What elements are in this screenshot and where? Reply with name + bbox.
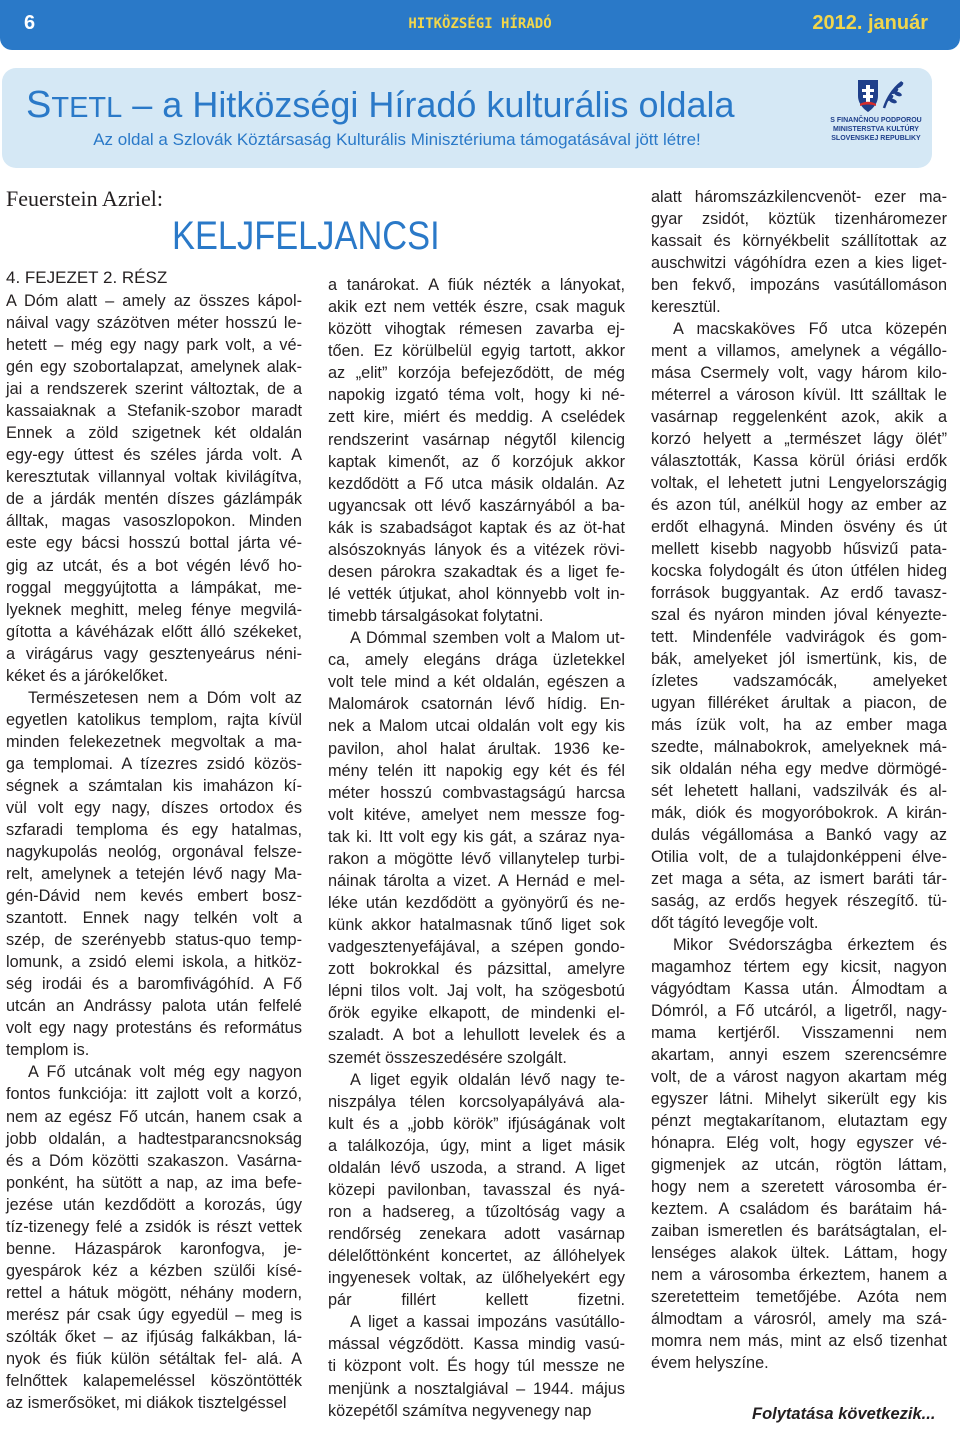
text-line: rettel a hátuk mögött, néhány modern,	[6, 1283, 302, 1302]
text-line: ponként, ha sütött a nap, az ima befe-	[6, 1173, 302, 1192]
text-line: méter hosszú combvastagságú harcsa	[328, 783, 625, 802]
text-line: A macskaköves Fő utca közepén	[673, 320, 947, 338]
text-line: A Dómmal szemben volt a Malom ut-	[350, 629, 625, 648]
text-line: oldalán lévő uszoda, a strand. A liget	[328, 1158, 625, 1177]
text-line: választották, Kassa körül óriási erdők	[651, 452, 947, 470]
text-line: a tanárokat. A fiúk nézték a lányokat,	[328, 276, 625, 294]
text-line: az ismerősöket, mi diákok tisztelgéssel	[6, 1394, 287, 1412]
text-line: és azon túl, anélkül hogy az ember az	[651, 496, 947, 514]
title-rest: – a Hitközségi Híradó kulturális oldala	[122, 84, 735, 125]
logo-text-line: MINISTERSTVA KULTÚRY	[833, 126, 919, 133]
section-title	[26, 84, 786, 127]
text-line: nek a Malom utcai oldalán volt egy kis	[328, 717, 625, 736]
text-line: de a járdák mentén díszes gázlámpák	[6, 490, 302, 509]
text-line: alatt háromszázkilencvenöt- ezer ma-	[651, 188, 947, 206]
text-line: délelőttönként koncertet, az állóhelyek	[328, 1247, 625, 1266]
text-line: volt egy nagy protestáns és református	[6, 1019, 302, 1038]
text-line: lenséges alakok ültek. Láttam, hogy	[651, 1244, 947, 1262]
text-line: mással végződött. Kassa mindig vasú-	[328, 1335, 625, 1354]
text-line: rakon a mögötte lévő villanytelep turbi-	[328, 849, 625, 868]
text-line: pár fillért kellett fizetni.	[328, 1291, 625, 1310]
publication-name: HITKÖZSÉGI HÍRADÓ	[408, 16, 552, 32]
text-line: más ízük volt, ha az ember maga	[651, 716, 947, 734]
text-line: keresztutak villannyal voltak kivilágítva,	[6, 468, 302, 487]
text-line: vasárnap reggelenként azok, akik a	[651, 408, 947, 426]
chapter-label: 4. FEJEZET 2. RÉSZ	[6, 268, 168, 287]
text-line: egyszer látni. Mihelyt sikerült egy kis	[651, 1090, 947, 1108]
text-line: az „elit” korzója befejeződött, de még	[328, 364, 625, 383]
text-line: tíz-tizenegy felé a zsidók is részt vettek	[6, 1217, 302, 1236]
text-line: ség irodái és a baromfivágóhíd. A Fő	[6, 975, 302, 994]
text-line: gén egy szobortalapzat, amelynek alak-	[6, 358, 302, 377]
text-line: nagykupolás neológ, orgonával felsze-	[6, 843, 302, 861]
text-line: források buggyantak. Az erdő tavasz-	[651, 584, 947, 602]
text-line: kocska folydogált és úton útfélen hideg	[651, 562, 947, 580]
text-line: dulás végállomása a Bankó vagy az	[651, 826, 947, 844]
ministry-logo	[828, 76, 924, 162]
title-initial: S	[26, 84, 52, 126]
text-line: menjünk a nosztalgiával – 1944. május	[328, 1379, 625, 1398]
page-header-bar	[0, 0, 960, 50]
text-line: Ennek a zöld szigetnek két oldalán	[6, 424, 302, 443]
text-line: közepétől számítva negyvenegy nap	[328, 1401, 592, 1420]
continued-note: Folytatása következik...	[752, 1405, 936, 1423]
text-line: ment a villamos, amelynek a végállo-	[651, 342, 947, 360]
text-line: kassaiaknak a Stefanik-szobor maradt	[6, 402, 302, 421]
text-line: keresztül.	[651, 298, 721, 316]
text-line: szólták őket – az ifjúság falkákban, lá-	[6, 1327, 302, 1346]
text-line: álmodtam a városról, amely ma szá-	[651, 1310, 947, 1328]
text-line: tően. Ez körülbelül egyig tartott, akkor	[328, 342, 625, 361]
text-line: szeretetteim temetőjébe. Azóta nem	[651, 1288, 947, 1306]
text-line: kult és a „jobb körök” ifjúságának volt	[328, 1114, 625, 1133]
text-line: a virágárus vagy gesztenyeárus néni-	[6, 644, 302, 663]
text-line: Dómról, a Fő utcáról, a ligetről, nagy-	[651, 1002, 947, 1020]
text-line: Mikor Svédországba érkeztem és	[673, 936, 947, 954]
text-line: utcán an Andrássy palota után felfelé	[6, 997, 302, 1016]
text-line: hetett – még egy nagy park volt, a vé-	[6, 336, 302, 355]
text-line: ben fekvő, impozáns vasútállomáson	[651, 276, 947, 294]
text-line: korzó helyett a „természet lágy ölét”	[651, 430, 947, 448]
text-line: voltak, el lehetett jutni Lengyelországig	[651, 474, 947, 492]
text-line: ga templomai. A tízezres zsidó közös-	[6, 754, 302, 773]
text-line: gén-Dávid nem kevés embert bosz-	[6, 887, 302, 906]
text-line: jai a rendszerek szerint változtak, de a	[6, 380, 302, 399]
text-line: vadgesztenyefájával, a szépen gondo-	[328, 938, 625, 957]
text-line: volt kitéve, amelyet nem messze fog-	[328, 805, 625, 824]
text-line: között vihogtak rémesen zavarba ej-	[328, 320, 625, 339]
text-line: álltak, magas vasoszlopokon. Minden	[6, 512, 302, 531]
text-line: pénzt megtakarítanom, elutaztam egy	[651, 1112, 947, 1130]
text-line: hónapra. Elég volt, hogy egyszer vé-	[651, 1134, 947, 1152]
text-line: pavilon, ahol halat árultak. 1936 ke-	[328, 739, 625, 758]
text-line: nem az egész Fő utcán, hanem csak a	[6, 1107, 302, 1126]
text-line: nem a városomba érkeztem, hanem a	[651, 1266, 947, 1284]
logo-text	[828, 116, 924, 143]
text-line: mák, diók és mogyoróbokrok. A kirán-	[651, 804, 947, 822]
text-line: jezése után kezdődött a korozás, úgy	[6, 1195, 302, 1214]
text-line: kezdődött a Fő utca másik oldalán. Az	[328, 474, 625, 493]
text-line: Malomárok csatornán lévő hídig. En-	[328, 695, 625, 714]
text-line: szantott. Ennek nagy telkén volt a	[6, 909, 302, 928]
text-line: desen párokra szakadtak és a liget fe-	[328, 562, 625, 581]
page-number: 6	[24, 12, 36, 34]
text-line: magamhoz tértem egy kicsit, nagyon	[651, 958, 947, 976]
text-line: erdőt elhagyná. Minden ösvény és út	[651, 518, 947, 536]
text-line: ingyenesek voltak, az ülőhelyekért egy	[328, 1269, 625, 1288]
text-line: léke után kezdődött a gyönyörű és ne-	[328, 894, 625, 912]
text-line: este egy bácsi hosszú bottal járta vé-	[6, 534, 302, 553]
text-line: lépni tilos volt. Jaj volt, ha szögesbotú	[328, 982, 625, 1001]
text-line: szép, de szerényebb status-quo temp-	[6, 931, 302, 950]
text-line: sik oldalán néha egy medve dörmögé-	[651, 760, 947, 778]
text-line: gyar zsidót, köztük tizenháromezer	[651, 210, 947, 228]
text-line: rendszerint vasárnap négytől kilencig	[328, 430, 625, 449]
text-line: náinak tárolta a vizet. A Hernád e mel-	[328, 871, 625, 890]
text-line: A liget egyik oldalán lévő nagy te-	[350, 1070, 625, 1089]
text-line: mellett kisebb nagyobb hűsvizű pata-	[651, 540, 947, 558]
text-line: mény telén itt napokig egy két és fél	[328, 761, 625, 780]
text-line: bák, amelyeket jól ismertünk, kis, de	[651, 650, 947, 668]
text-line: volt tele mind a két oldalán, egészen a	[328, 673, 625, 692]
article-headline: KELJFELJANCSI	[172, 214, 440, 258]
text-line: Természetesen nem a Dóm volt az	[28, 688, 302, 707]
text-line: ugyan filléréket árultak a piacon, de	[651, 694, 947, 712]
text-line: gyespárok kéz a kézben szülői kísé-	[6, 1261, 302, 1280]
text-line: szedte, málnabokrok, amelyeknek má-	[651, 738, 947, 756]
text-line: kassait és környékbelit szállítottak az	[651, 232, 947, 250]
text-line: náival vagy százötven méter hosszú le-	[6, 314, 302, 332]
text-line: Otilia volt, de a tulajdonképpeni élve-	[651, 848, 947, 866]
text-line: vül volt egy nagy, díszes ortodox és	[6, 798, 302, 817]
ministry-crest-icon	[828, 76, 924, 118]
text-line: A Fő utcának volt még egy nagyon	[28, 1063, 302, 1082]
text-line: A liget a kassai impozáns vasútállo-	[350, 1313, 625, 1332]
section-banner	[2, 68, 932, 168]
text-line: nyok és fiúk külön sétáltak fel- alá. A	[6, 1349, 302, 1368]
text-line: közepi pavilonban, tavasszal és nyá-	[328, 1180, 625, 1199]
text-line: ízletes vadszamócák, amelyeket	[651, 672, 947, 690]
section-subtitle: Az oldal a Szlovák Köztársaság Kulturális Minisztériuma támogatásával jött létre!	[93, 130, 701, 149]
title-caps: TETL	[51, 92, 123, 124]
text-line: szal és nyáron minden jóval kényezte-	[651, 606, 947, 624]
text-line: hogy nem a szeretett városomba ér-	[651, 1178, 947, 1196]
text-line: alsószoknyás lányok és a vitézek rövi-	[328, 540, 625, 559]
text-line: minden felekezetnek megvoltak a ma-	[6, 732, 302, 751]
text-line: niszpálya télen korcsolyapályává ala-	[328, 1092, 625, 1111]
text-line: méterrel a városon kívül. Itt szálltak le	[651, 386, 947, 404]
text-line: roggal meggyújtotta a lámpákat, me-	[6, 578, 302, 597]
text-line: ugyancsak ott lévő kaszárnyából a ba-	[328, 496, 625, 515]
text-line: zott bokrokkal és pázsittal, amelyre	[328, 960, 625, 979]
text-line: felnőttek kalapemeléssel köszöntötték	[6, 1372, 302, 1390]
text-line: künk akkor hatalmasnak tűnő liget sok	[328, 916, 625, 934]
text-line: sét lehetett hallani, vadszilvák és al-	[651, 782, 947, 800]
text-line: egyetlen katolikus templom, rajta kívül	[6, 710, 302, 729]
text-line: timebb társalgásokat folytatni.	[328, 607, 544, 625]
logo-text-line: S FINANČNOU PODPOROU	[830, 117, 922, 124]
text-line: évem helyszíne.	[651, 1354, 769, 1372]
text-line: szaladt. A bot a lehullott levelek és a	[328, 1026, 625, 1045]
text-line: őrök egyike elkapott, de mindenki el-	[328, 1004, 625, 1023]
text-line: templom is.	[6, 1041, 90, 1060]
text-line: lé vették útjukat, ahol könnyebb volt in-	[328, 585, 625, 603]
text-line: jobb oldalán, a hadtestparancsnokság	[6, 1129, 302, 1148]
issue-date: 2012. január	[812, 12, 928, 34]
text-line: ti központ volt. És hogy túl messze ne	[328, 1357, 625, 1376]
text-line: momra nem más, mint az első tizenhat	[651, 1332, 947, 1350]
text-line: dőt tágító levegője volt.	[651, 914, 819, 932]
text-line: ca, amely elegáns drága üzletekkel	[328, 651, 625, 670]
text-line: mása Csermely volt, vagy három kilo-	[651, 364, 947, 382]
text-line: zaiban ismeretlen és barátságtalan, el-	[651, 1222, 947, 1240]
text-line: gigmenjek az utcán, rögtön láttam,	[651, 1156, 947, 1174]
author-byline: Feuerstein Azriel:	[6, 186, 164, 211]
text-line: kéket és a járókelőket.	[6, 666, 168, 685]
text-line: saság, az erdős hegyek részegítő. tü-	[651, 892, 947, 910]
logo-text-line: SLOVENSKEJ REPUBLIKY	[831, 135, 921, 142]
text-line: gította a kávéházak előtt álló székeket,	[6, 622, 302, 641]
text-line: kaptak kimenőt, az ő korzójuk akkor	[328, 452, 625, 471]
text-line: ron a hadsereg, a tűzoltóság vagy a	[328, 1202, 625, 1221]
text-line: ségnek a számtalan kis imaházon kí-	[6, 776, 302, 795]
text-line: merész pár csak úgy egyedül – meg is	[6, 1305, 302, 1324]
text-line: szfaradi temploma és egy hatalmas,	[6, 821, 302, 839]
text-line: zet maga a séta, az ismert baráti tár-	[651, 870, 947, 888]
text-line: akik ezt nem vették észre, csak maguk	[328, 298, 625, 317]
text-line: lyeknek meghitt, meleg fénye megvilá-	[6, 600, 302, 619]
text-line: zett kire, miért és meddig. A cselédek	[328, 408, 625, 427]
text-line: és a Dóm közötti szakaszon. Vasárna-	[6, 1151, 302, 1170]
text-line: akartam, annyi eszem szerencsémre	[651, 1046, 947, 1064]
text-line: auschwitzi vágóhídra ezen a kies liget-	[651, 254, 947, 272]
text-line: volt, de a várost nagyon akartam még	[651, 1068, 947, 1086]
text-line: relt, amelynek a tetején lévő nagy Ma-	[6, 865, 302, 883]
text-line: napokig izgató téma volt, hogy ki né-	[328, 386, 625, 405]
text-line: a találkozója, úgy, mint a liget másik	[328, 1136, 625, 1155]
text-line: rendőrség zenekara adott vasárnap	[328, 1225, 625, 1243]
text-line: szemét összeszedésére szolgált.	[328, 1048, 567, 1067]
text-line: kák is szabadságot kaptak és az öt-hat	[328, 518, 625, 537]
text-line: benne. Házaspárok karonfogva, je-	[6, 1239, 302, 1258]
text-line: egy-egy úttest és széles járda volt. A	[6, 446, 302, 465]
text-line: tak ki. Itt volt egy kis gát, a száraz nya-	[328, 827, 625, 846]
text-line: tett. Mindenféle vadvirágok és gom-	[651, 628, 947, 646]
text-line: gig az utcát, és a bot végén lévő ho-	[6, 556, 302, 575]
text-line: fontos funkciója: itt zajlott volt a korzó,	[6, 1085, 302, 1104]
text-line: vágyódtam Kassa után. Álmodtam a	[651, 980, 947, 998]
text-line: lomunk, a zsidó elemi iskola, a hitköz-	[6, 953, 302, 972]
text-line: A Dóm alatt – amely az összes kápol-	[6, 292, 302, 310]
text-line: keztem. A családom és barátaim há-	[651, 1200, 947, 1218]
text-line: mama kertjéről. Visszamenni nem	[651, 1024, 947, 1042]
